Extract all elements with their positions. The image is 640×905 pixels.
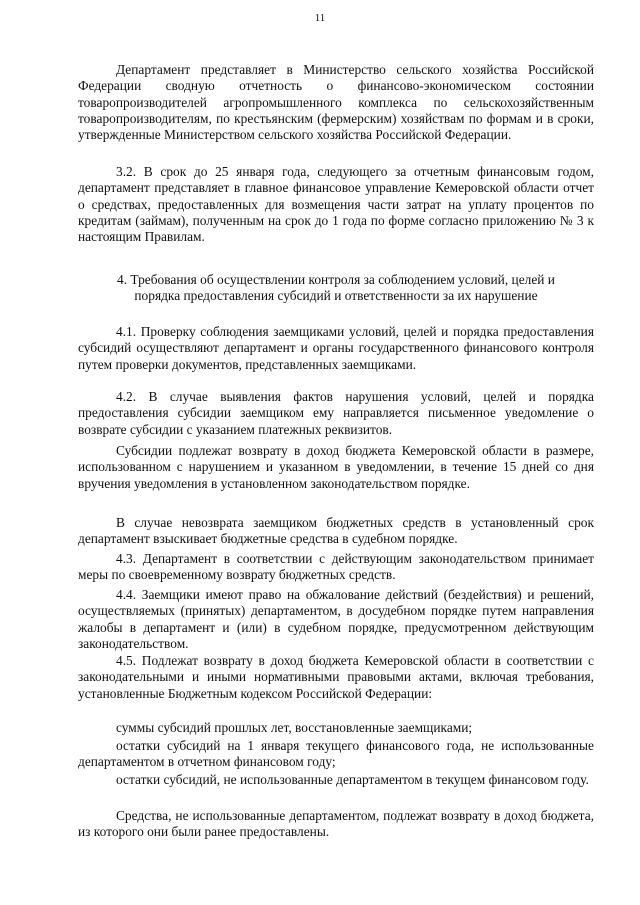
section-heading <box>78 272 594 305</box>
section-heading-line-2: порядка предоставления субсидий и ответственности за их нарушение <box>134 288 538 304</box>
paragraph-unused-funds: Средства, не использованные департаментом, подлежат возврату в доход бюджета, из которого они были ранее предоставлены. <box>78 808 594 840</box>
paragraph-4-4: 4.4. Заемщики имеют право на обжалование действий (бездействия) и решений, осуществляемых (принятых) департаментом, в досудебном порядке путем направления жалобы в департамент и (или) в судебном порядке, предусмотренном действующим законодательством. <box>78 587 594 652</box>
page-number: 11 <box>314 12 326 24</box>
paragraph-non-return: В случае невозврата заемщиком бюджетных средств в установленный срок департамент взыскивает бюджетные средства в судебном порядке. <box>78 515 594 547</box>
paragraph-4-3: 4.3. Департамент в соответствии с действующим законодательством принимает меры по своевременному возврату бюджетных средств. <box>78 551 594 583</box>
paragraph-4-2: 4.2. В случае выявления фактов нарушения условий, целей и порядка предоставления субсидии заемщиком ему направляется письменное уведомление о возврате субсидии с указанием платежных реквизитов. <box>78 389 594 437</box>
paragraph-remaining-reporting-year: остатки субсидий на 1 января текущего финансового года, не использованные департаментом в отчетном финансовом году; <box>78 738 594 770</box>
paragraph-4-1: 4.1. Проверку соблюдения заемщиками условий, целей и порядка предоставления субсидий осуществляют департамент и органы государственного финансового контроля путем проверки документов, представленных заемщиками. <box>78 324 594 372</box>
paragraph-3-2: 3.2. В срок до 25 января года, следующего за отчетным финансовым годом, департамент представляет в главное финансовое управление Кемеровской области отчет о средствах, предоставленных для возмещения части затрат на уплату процентов по кредитам (займам), полученным на срок до 1 года по форме согласно приложению № 3 к настоящим Правилам. <box>78 164 594 245</box>
paragraph-past-years-sums: суммы субсидий прошлых лет, восстановленные заемщиками; <box>116 720 473 735</box>
paragraph-subsidy-return: Субсидии подлежат возврату в доход бюджета Кемеровской области в размере, использованном с нарушением и указанном в уведомлении, в течение 15 дней со дня вручения уведомления в установленном законодательством порядке. <box>78 443 594 491</box>
paragraph-4-5: 4.5. Подлежат возврату в доход бюджета Кемеровской области в соответствии с законодательными и иными нормативными правовыми актами, включая требования, установленные Бюджетным кодексом Российской Федерации: <box>78 653 594 701</box>
paragraph-remaining-current-year: остатки субсидий, не использованные департаментом в текущем финансовом году. <box>116 772 589 787</box>
paragraph-reporting-ministry: Департамент представляет в Министерство сельского хозяйства Российской Федерации сводную отчетность о финансово-экономическом состоянии товаропроизводителей агропромышленного комплекса по сельскохозяйственным товаропроизводителям, по крестьянским (фермерским) хозяйствам по формам и в сроки, утвержденные Министерством сельского хозяйства Российской Федерации. <box>78 62 594 143</box>
section-heading-line-1: 4. Требования об осуществлении контроля за соблюдением условий, целей и <box>117 272 555 287</box>
